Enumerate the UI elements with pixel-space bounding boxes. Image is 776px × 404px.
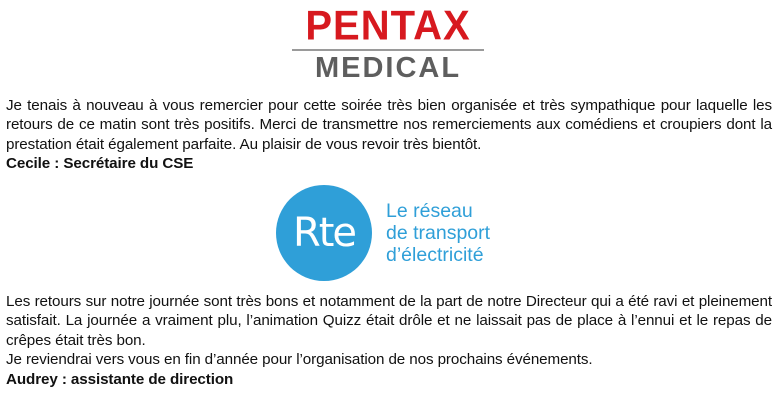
pentax-medical-logo xyxy=(288,4,488,84)
testimonial-rte xyxy=(6,292,772,389)
rte-logo-line: de transport xyxy=(386,222,491,244)
rte-logo-text xyxy=(386,200,526,266)
rte-logo-line: Le réseau xyxy=(386,200,473,222)
rte-logo-initials: Rte xyxy=(292,210,356,256)
testimonial-cse xyxy=(6,96,772,174)
testimonial-author: Cecile : Secrétaire du CSE xyxy=(6,155,194,173)
testimonial-author: Audrey : assistante de direction xyxy=(6,370,234,388)
testimonial-text: Je tenais à nouveau à vous remercier pour cette soirée très bien organisée et très sympathique pour laquelle les retours de ce matin sont très positifs. Merci de transmettre nos remerciements aux comédiens et croupiers dont la prestation était également parfaite. Au plaisir de vous revoir très bientôt. xyxy=(6,97,772,153)
testimonial-text: Je reviendrai vers vous en fin d’année pour l’organisation de nos prochains événements. xyxy=(6,351,593,369)
pentax-logo-divider xyxy=(292,49,484,51)
rte-logo-line: d’électricité xyxy=(386,244,484,266)
rte-logo xyxy=(276,185,516,285)
pentax-logo-sub: MEDICAL xyxy=(314,52,462,84)
pentax-logo-brand: PENTAX xyxy=(305,2,471,50)
testimonial-text: Les retours sur notre journée sont très bons et notamment de la part de notre Directeur qui a été ravi et pleinement satisfait. La journée a vraiment plu, l’animation Quizz était drôle et ne laissait pas de place à l’ennui et le repas de crêpes était très bon. xyxy=(6,293,772,349)
